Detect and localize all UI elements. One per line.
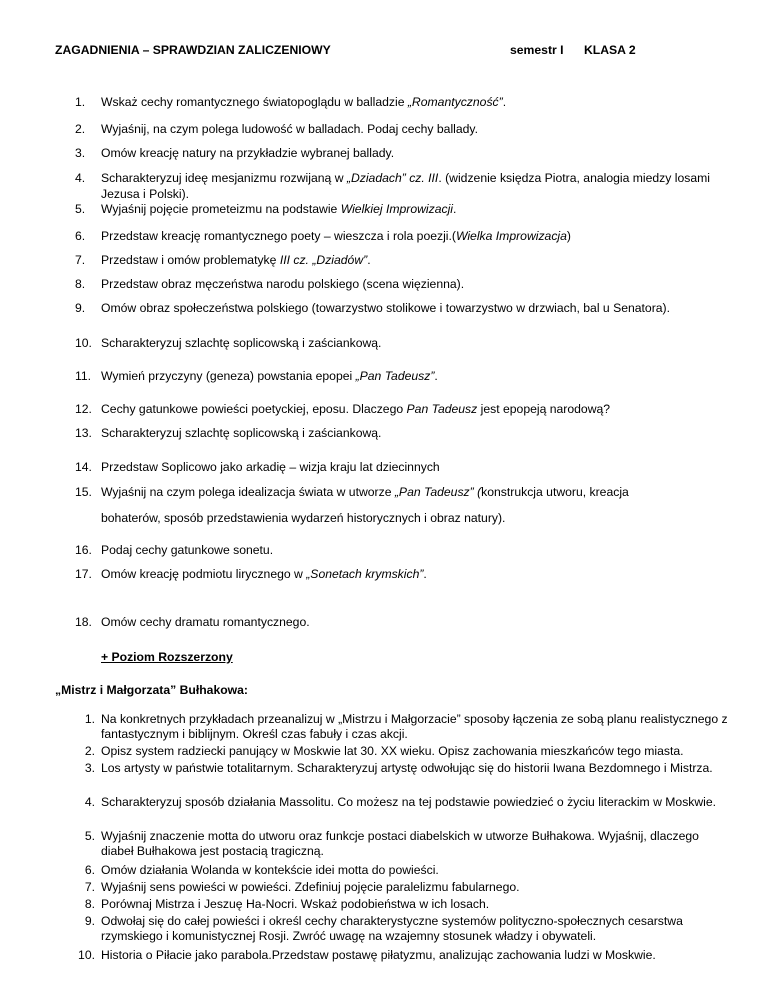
class-label: KLASA 2 bbox=[584, 43, 636, 57]
semester-label: semestr I bbox=[510, 43, 564, 57]
section-title: „Mistrz i Małgorzata” Bułhakowa: bbox=[55, 683, 248, 697]
document-title: ZAGADNIENIA – SPRAWDZIAN ZALICZENIOWY bbox=[55, 43, 331, 57]
question-item-continuation: bohaterów, sposób przedstawienia wydarzeń historycznych i obraz natury). bbox=[101, 511, 506, 525]
extended-level-label: + Poziom Rozszerzony bbox=[101, 650, 233, 664]
